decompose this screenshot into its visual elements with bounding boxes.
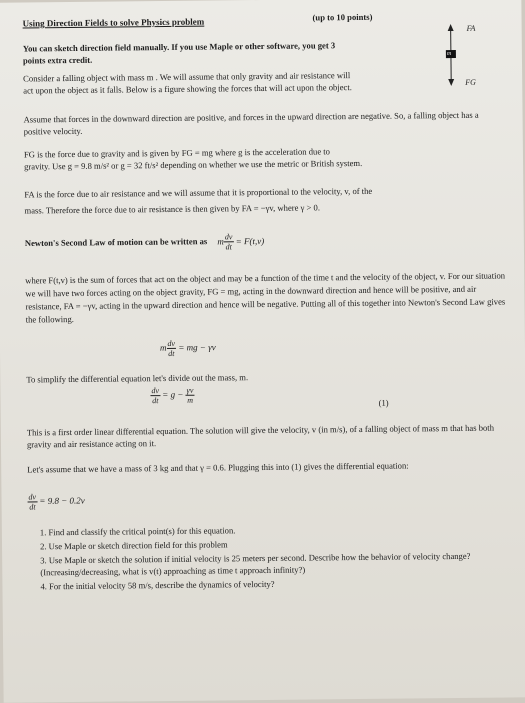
intro-note: You can sketch direction field manually. If you use Maple or other software, you get 3 points extra credit. [22, 40, 336, 66]
air-line-2: mass. Therefore the force due to air resistance is then given by FA = −γv, where γ > 0. [24, 202, 321, 216]
eq3-fraction [150, 386, 160, 405]
newton-eq-fraction [224, 232, 234, 251]
fg-label: FG [465, 77, 476, 87]
where-paragraph: where F(t,v) is the sum of forces that act on the object and may be a function of the time t and the velocity of the object, v. For our situation we will have two forces acting on the object gravity, FG = mg, acting in the downward direction and hence will be positive, and air resistance, FA = −γv, acting in the upward direction and hence will be negative. Putting all of this together into Newton's Second Law gives the following. [25, 270, 506, 325]
eq3-num2: γv [186, 385, 194, 395]
assume-paragraph: Assume that forces in the downward direction are positive, and forces in the upward direction are negative. So, a falling object has a positive velocity. [23, 109, 479, 137]
eq2-left: m [159, 342, 167, 353]
task-item-4: 4. For the initial velocity 58 m/s, describe the dynamics of velocity? [40, 578, 275, 592]
task-item-3: 3. Use Maple or sketch the solution if initial velocity is 25 meters per second. Describe how the behavior of velocity change? (Increasing/decreasing, what is v(t) approaching as time t approach infinity?) [40, 550, 471, 578]
equation-4 [27, 492, 84, 512]
air-line-1: FA is the force due to air resistance and we will assume that it is proportional to the velocity, v, of the [24, 185, 373, 200]
equation-3 [150, 386, 194, 405]
fa-arrow-icon [448, 24, 454, 31]
gravity-line-1: FG is the force due to gravity and is given by FG = mg where g is the acceleration due to [23, 146, 331, 160]
task-item-1: 1. Find and classify the critical point(s) for this equation. [39, 525, 236, 538]
newton-equation [217, 232, 265, 252]
eq2-fraction [166, 339, 176, 358]
simplify-text: To simplify the differential equation let's divide out the mass, m. [26, 372, 249, 385]
eq4-right: = 9.8 − 0.2v [39, 495, 85, 506]
eq3-fraction-2 [186, 386, 195, 405]
newton-line [25, 229, 505, 253]
linear-paragraph: This is a first order linear differential equation. The solution will give the velocity, v (in m/s), of a falling object of mass m that has both gravity and air resistance acting on it. [26, 422, 495, 450]
eq3-mid: = g − [162, 389, 184, 400]
newton-eq-left: m [217, 235, 224, 247]
newton-eq-den: dt [225, 242, 232, 252]
eq4-fraction [27, 492, 37, 511]
fa-label: FA [466, 23, 476, 33]
eq2-num: dv [167, 338, 176, 348]
eq3-den2: m [187, 395, 194, 405]
eq2-den: dt [168, 348, 175, 358]
equation-2 [160, 338, 216, 358]
assume2-paragraph: Let's assume that we have a mass of 3 kg and that γ = 0.6. Plugging this into (1) gives the differential equation: [27, 460, 409, 475]
eq3-den: dt [152, 396, 159, 406]
task-item-2: 2. Use Maple or sketch direction field for this problem [39, 539, 228, 552]
eq3-num: dv [151, 386, 160, 396]
newton-eq-right: = F(t,v) [235, 235, 265, 246]
newton-eq-num: dv [224, 232, 233, 242]
eq2-right: = mg − γv [178, 342, 216, 353]
points-note: (up to 10 points) [312, 11, 373, 23]
eq4-num: dv [28, 492, 37, 502]
consider-paragraph: Consider a falling object with mass m . We will assume that only gravity and air resistance will act upon the object as it falls. Below is a figure showing the forces that will act upon the object. [23, 70, 352, 96]
document-title: Using Direction Fields to solve Physics problem [22, 16, 205, 29]
eq4-den: dt [29, 502, 36, 512]
newton-text: Newton's Second Law of motion can be written as [24, 236, 208, 249]
fg-arrow-icon [448, 79, 454, 86]
eq3-label: (1) [378, 397, 389, 408]
task-list [28, 522, 499, 595]
force-diagram [443, 22, 484, 92]
gravity-line-2: gravity. Use g = 9.8 m/s² or g = 32 ft/s² depending on whether we use the metric or British system. [24, 157, 363, 172]
mass-label: m [446, 51, 452, 58]
